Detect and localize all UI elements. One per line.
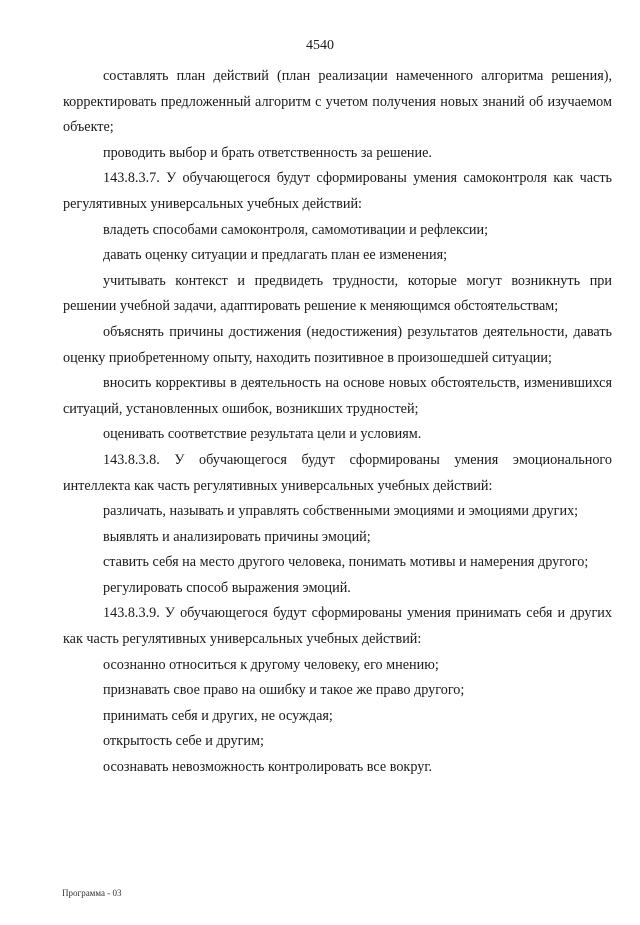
paragraph: открытость себе и другим; bbox=[103, 733, 264, 750]
paragraph: проводить выбор и брать ответственность за решение. bbox=[103, 144, 432, 161]
paragraph: осознанно относиться к другому человеку, его мнению; bbox=[103, 656, 439, 673]
paragraph: принимать себя и других, не осуждая; bbox=[103, 707, 333, 724]
page-number: 4540 bbox=[306, 38, 334, 53]
paragraph: вносить коррективы в деятельность на основе новых обстоятельств, изменившихся ситуаций, установленных ошибок, возникших трудностей; bbox=[63, 375, 612, 417]
paragraph: различать, называть и управлять собственными эмоциями и эмоциями других; bbox=[103, 503, 579, 520]
footer-program-label: Программа - 03 bbox=[62, 888, 122, 898]
section-heading-paragraph: 143.8.3.9. У обучающегося будут сформированы умения принимать себя и других как часть регулятивных универсальных учебных действий: bbox=[63, 605, 612, 648]
paragraph: выявлять и анализировать причины эмоций; bbox=[103, 528, 371, 545]
paragraph: объяснять причины достижения (недостижения) результатов деятельности, давать оценку приобретенному опыту, находить позитивное в произошедшей ситуации; bbox=[63, 323, 612, 366]
paragraph: регулировать способ выражения эмоций. bbox=[103, 579, 351, 596]
paragraph: учитывать контекст и предвидеть трудности, которые могут возникнуть при решении учебной задачи, адаптировать решение к меняющимся обстоятельствам; bbox=[63, 272, 612, 315]
page-body bbox=[63, 64, 612, 781]
paragraph: оценивать соответствие результата цели и условиям. bbox=[103, 426, 422, 443]
section-heading-paragraph: 143.8.3.7. У обучающегося будут сформированы умения самоконтроля как часть регулятивных универсальных учебных действий: bbox=[63, 170, 612, 212]
paragraph: давать оценку ситуации и предлагать план ее изменения; bbox=[103, 247, 448, 264]
paragraph: признавать свое право на ошибку и такое же право другого; bbox=[103, 682, 465, 699]
paragraph: владеть способами самоконтроля, самомотивации и рефлексии; bbox=[103, 221, 489, 238]
section-heading-paragraph: 143.8.3.8. У обучающегося будут сформированы умения эмоционального интеллекта как часть регулятивных универсальных учебных действий: bbox=[63, 451, 612, 494]
paragraph: составлять план действий (план реализации намеченного алгоритма решения), корректировать предложенный алгоритм с учетом получения новых знаний об изучаемом объекте; bbox=[63, 68, 612, 136]
paragraph: ставить себя на место другого человека, понимать мотивы и намерения другого; bbox=[103, 554, 589, 571]
paragraph: осознавать невозможность контролировать все вокруг. bbox=[103, 759, 433, 776]
